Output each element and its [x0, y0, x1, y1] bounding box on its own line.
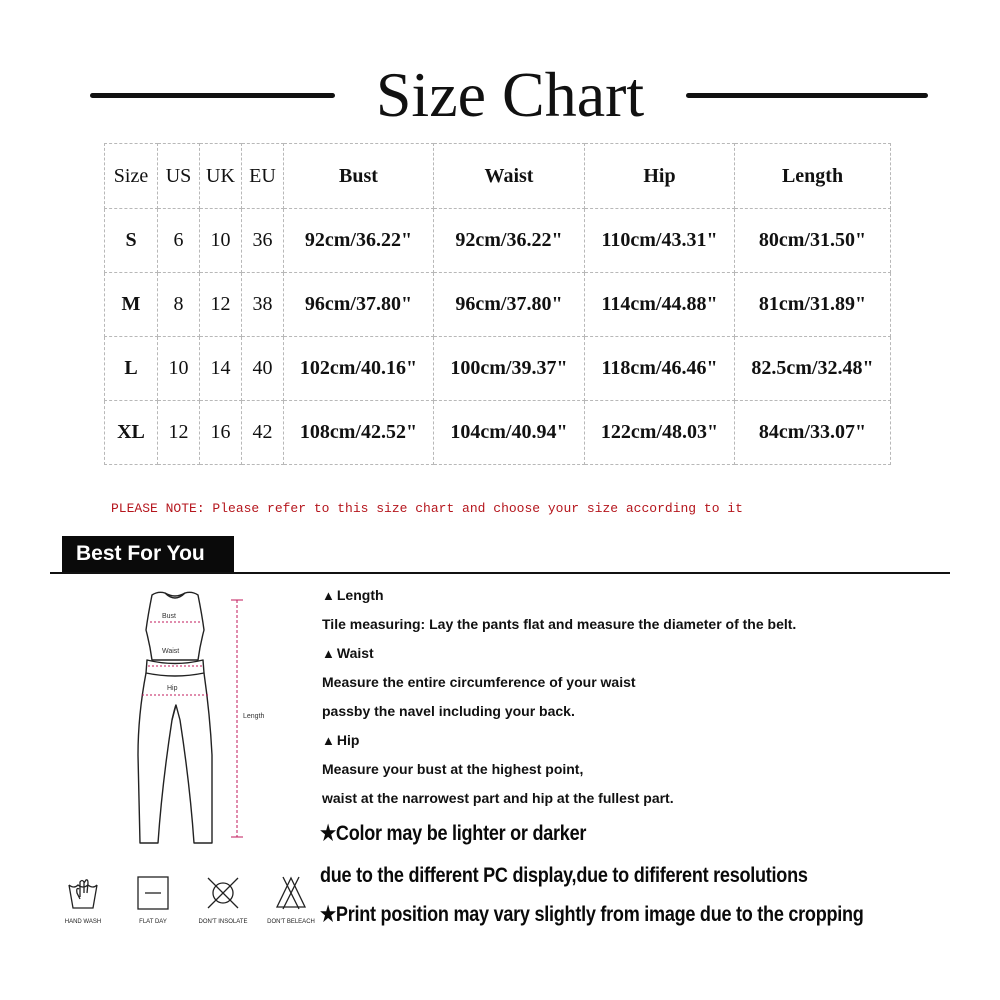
care-label: FLAT DAY: [139, 919, 167, 925]
header-cell: Size: [105, 144, 158, 209]
table-cell: 8: [158, 273, 200, 337]
banner-divider: [50, 572, 950, 574]
table-row: [105, 337, 891, 401]
flat-dry-icon: [136, 875, 170, 911]
care-label: DON'T INSOLATE: [198, 919, 248, 925]
table-cell: S: [105, 209, 158, 273]
table-cell: 122cm/48.03": [585, 401, 735, 465]
waist-label: Waist: [162, 648, 180, 655]
triangle-icon: ▲: [322, 733, 335, 748]
header-cell: UK: [200, 144, 242, 209]
waist-text-1: Measure the entire circumference of your waist: [322, 674, 636, 690]
hip-heading: [322, 732, 359, 748]
care-label: HAND WASH: [64, 919, 102, 925]
bust-label: Bust: [162, 613, 177, 620]
print-notice: [320, 902, 864, 927]
table-cell: 100cm/39.37": [434, 337, 585, 401]
header-cell: Waist: [434, 144, 585, 209]
header-cell: US: [158, 144, 200, 209]
table-cell: 10: [158, 337, 200, 401]
care-label: DON'T BELEACH: [267, 919, 315, 925]
table-cell: 12: [158, 401, 200, 465]
hip-text-1: Measure your bust at the highest point,: [322, 761, 584, 777]
table-cell: 84cm/33.07": [735, 401, 891, 465]
table-cell: 38: [242, 273, 284, 337]
table-cell: 102cm/40.16": [284, 337, 434, 401]
length-text: Tile measuring: Lay the pants flat and measure the diameter of the belt.: [322, 616, 797, 632]
triangle-icon: ▲: [322, 588, 335, 603]
table-cell: 81cm/31.89": [735, 273, 891, 337]
color-notice-continued: due to the different PC display,due to dififerent resolutions: [320, 864, 808, 887]
care-dont-insolate: [188, 875, 258, 925]
care-flat-dry: [118, 875, 188, 925]
table-cell: 12: [200, 273, 242, 337]
table-cell: 6: [158, 209, 200, 273]
table-row: [105, 209, 891, 273]
print-notice-text: Print position may vary slightly from image due to the cropping: [335, 903, 864, 926]
table-cell: 114cm/44.88": [585, 273, 735, 337]
header-cell: Length: [735, 144, 891, 209]
table-cell: 118cm/46.46": [585, 337, 735, 401]
table-cell: XL: [105, 401, 158, 465]
table-cell: 92cm/36.22": [434, 209, 585, 273]
table-cell: 110cm/43.31": [585, 209, 735, 273]
waist-heading-text: Waist: [336, 645, 374, 661]
table-cell: 96cm/37.80": [284, 273, 434, 337]
length-label: Length: [243, 713, 265, 720]
jumpsuit-outline-icon: [100, 585, 300, 855]
section-banner: Best For You: [62, 536, 234, 572]
table-cell: L: [105, 337, 158, 401]
hand-wash-icon: [66, 875, 100, 911]
table-cell: 80cm/31.50": [735, 209, 891, 273]
title-rule-right: [686, 93, 928, 98]
hip-heading-text: Hip: [336, 732, 360, 748]
table-cell: 108cm/42.52": [284, 401, 434, 465]
size-table: [104, 143, 891, 465]
triangle-icon: ▲: [322, 646, 335, 661]
table-cell: 42: [242, 401, 284, 465]
size-note: PLEASE NOTE: Please refer to this size chart and choose your size according to it: [111, 501, 743, 516]
table-cell: 16: [200, 401, 242, 465]
care-dont-bleach: [256, 875, 326, 925]
waist-text-2: passby the navel including your back.: [322, 703, 575, 719]
table-cell: 82.5cm/32.48": [735, 337, 891, 401]
waist-heading: [322, 645, 374, 661]
star-icon: ★: [320, 822, 336, 845]
header-cell: Bust: [284, 144, 434, 209]
table-row: [105, 273, 891, 337]
color-notice: [320, 821, 586, 846]
length-heading: [322, 587, 384, 603]
title-rule-left: [90, 93, 335, 98]
table-cell: 36: [242, 209, 284, 273]
garment-figure: [100, 585, 300, 855]
header-cell: EU: [242, 144, 284, 209]
do-not-tumble-icon: [205, 875, 241, 911]
table-cell: 14: [200, 337, 242, 401]
table-row: [105, 401, 891, 465]
star-icon: ★: [320, 903, 336, 926]
hip-text-2: waist at the narrowest part and hip at the fullest part.: [322, 790, 674, 806]
hip-label: Hip: [167, 685, 178, 692]
table-cell: 96cm/37.80": [434, 273, 585, 337]
title-block: [0, 55, 1000, 135]
table-cell: 104cm/40.94": [434, 401, 585, 465]
header-cell: Hip: [585, 144, 735, 209]
table-cell: 92cm/36.22": [284, 209, 434, 273]
table-header-row: [105, 144, 891, 209]
page-title: Size Chart: [375, 59, 645, 130]
color-notice-text: Color may be lighter or darker: [335, 822, 587, 845]
table-cell: M: [105, 273, 158, 337]
table-cell: 10: [200, 209, 242, 273]
care-hand-wash: [48, 875, 118, 925]
do-not-bleach-icon: [274, 875, 308, 911]
length-heading-text: Length: [336, 587, 384, 603]
table-cell: 40: [242, 337, 284, 401]
